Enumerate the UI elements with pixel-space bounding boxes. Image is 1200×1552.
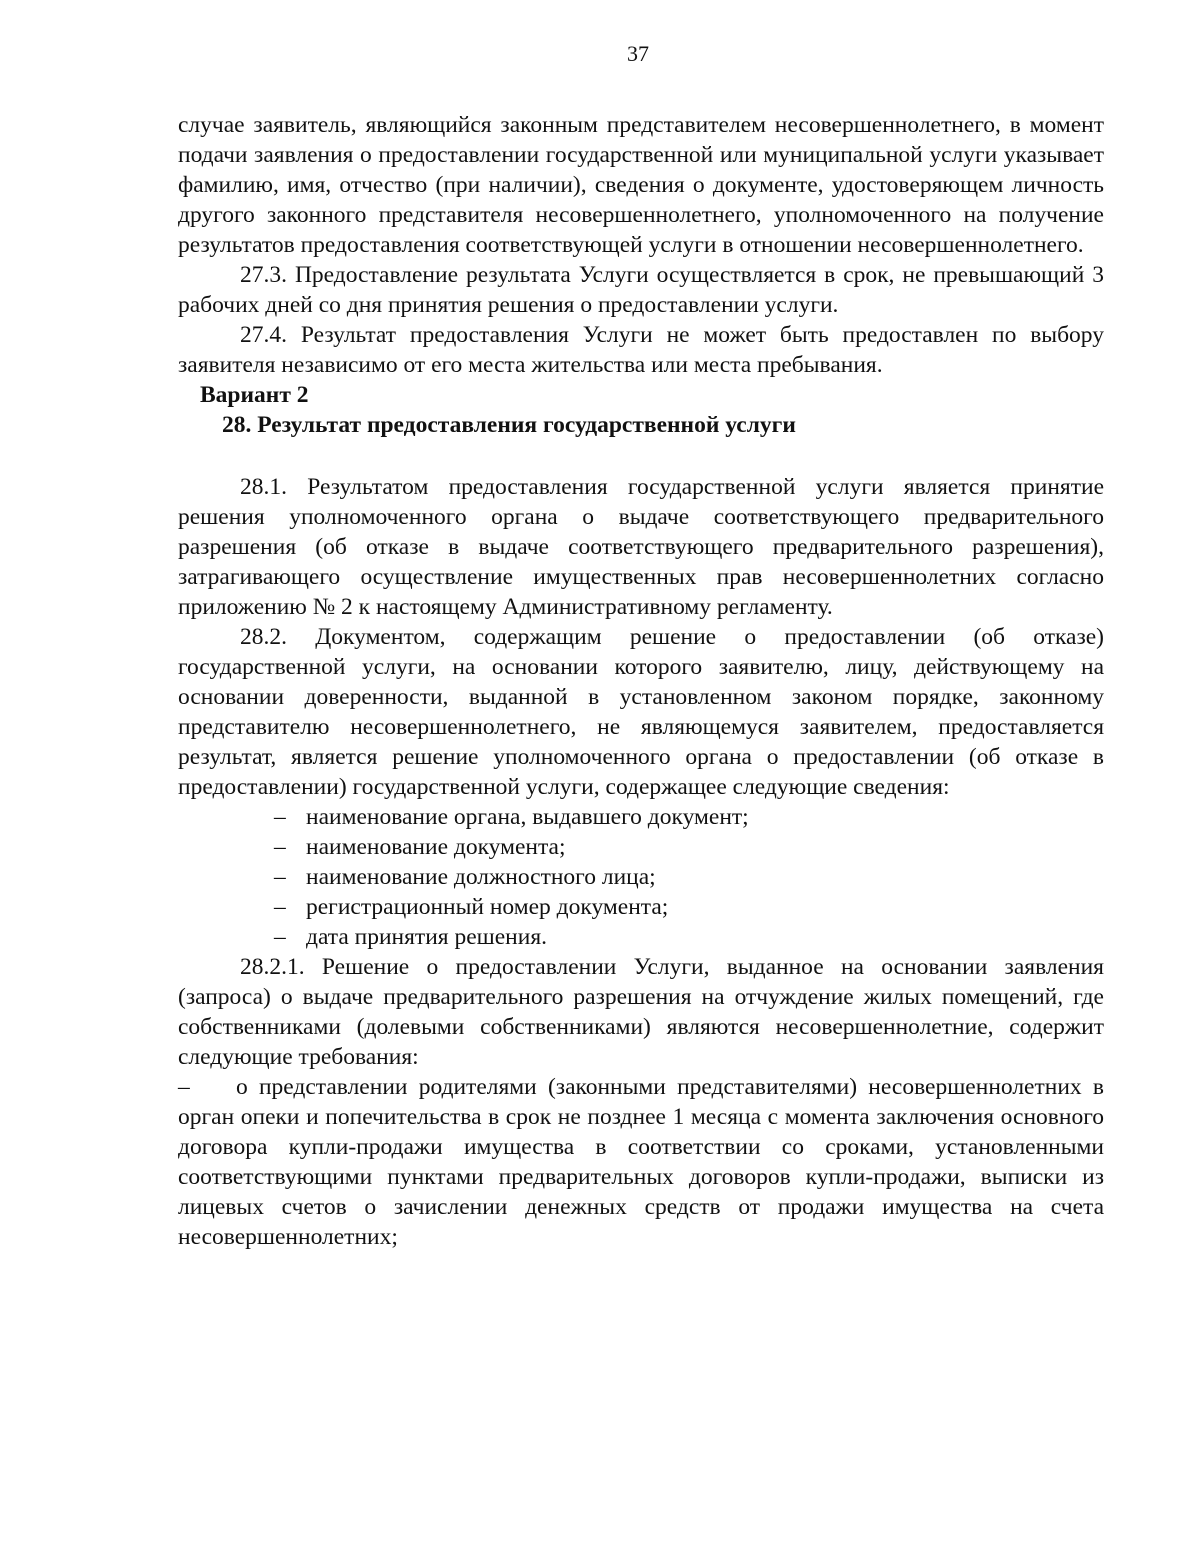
paragraph-27-4: 27.4. Результат предоставления Услуги не может быть предоставлен по выбору заявителя независимо от его места жительства или места пребывания.: [178, 322, 1104, 378]
list-item-text: наименование органа, выдавшего документ;: [306, 804, 749, 830]
list-item-text: наименование должностного лица;: [306, 864, 656, 890]
list-item-text: дата принятия решения.: [306, 924, 548, 950]
paragraph-28-2-1: 28.2.1. Решение о предоставлении Услуги, выданное на основании заявления (запроса) о выдаче предварительного разрешения на отчуждение жилых помещений, где собственниками (долевыми собственниками) являются несовершеннолетние, содержит следующие требования:: [178, 954, 1104, 1070]
list-item-text: наименование документа;: [306, 834, 566, 860]
list-item: [274, 802, 1104, 832]
list-item: [274, 862, 1104, 892]
paragraph-27-3: 27.3. Предоставление результата Услуги осуществляется в срок, не превышающий 3 рабочих дней со дня принятия решения о предоставлении услуги.: [178, 262, 1104, 318]
list-item: [274, 832, 1104, 862]
info-list: [178, 802, 1104, 952]
dash-bullet: –: [274, 834, 286, 860]
list-item: [274, 892, 1104, 922]
section-heading: 28. Результат предоставления государственной услуги: [222, 412, 796, 438]
dash-bullet: –: [274, 894, 286, 920]
variant-heading: Вариант 2: [200, 382, 309, 408]
paragraph-requirement: [178, 1072, 1104, 1252]
paragraph-28-1: 28.1. Результатом предоставления государственной услуги является принятие решения уполномоченного органа о выдаче соответствующего предварительного разрешения (об отказе в выдаче соответствующего предварительного разрешения), затрагивающего осуществление имущественных прав несовершеннолетних согласно приложению № 2 к настоящему Административному регламенту.: [178, 474, 1104, 620]
dash-bullet: –: [178, 1074, 190, 1100]
page-number: 37: [627, 41, 649, 66]
dash-bullet: –: [274, 804, 286, 830]
dash-bullet: –: [274, 864, 286, 890]
paragraph-28-2: 28.2. Документом, содержащим решение о предоставлении (об отказе) государственной услуги, на основании которого заявителю, лицу, действующему на основании доверенности, выданной в установленном законом порядке, законному представителю несовершеннолетнего, не являющемуся заявителем, предоставляется результат, является решение уполномоченного органа о предоставлении (об отказе в предоставлении) государственной услуги, содержащее следующие сведения:: [178, 624, 1104, 800]
list-item-text: регистрационный номер документа;: [306, 894, 669, 920]
document-body: [178, 110, 1104, 1252]
paragraph-continuation: случае заявитель, являющийся законным представителем несовершеннолетнего, в момент подачи заявления о предоставлении государственной или муниципальной услуги указывает фамилию, имя, отчество (при наличии), сведения о документе, удостоверяющем личность другого законного представителя несовершеннолетнего, уполномоченного на получение результатов предоставления соответствующей услуги в отношении несовершеннолетнего.: [178, 112, 1104, 258]
list-item: [274, 922, 1104, 952]
requirement-text: о представлении родителями (законными представителями) несовершеннолетних в орган опеки и попечительства в срок не позднее 1 месяца с момента заключения основного договора купли-продажи имущества в соответствии со сроками, установленными соответствующими пунктами предварительных договоров купли-продажи, выписки из лицевых счетов о зачислении денежных средств от продажи имущества на счета несовершеннолетних;: [178, 1074, 1104, 1250]
dash-bullet: –: [274, 924, 286, 950]
